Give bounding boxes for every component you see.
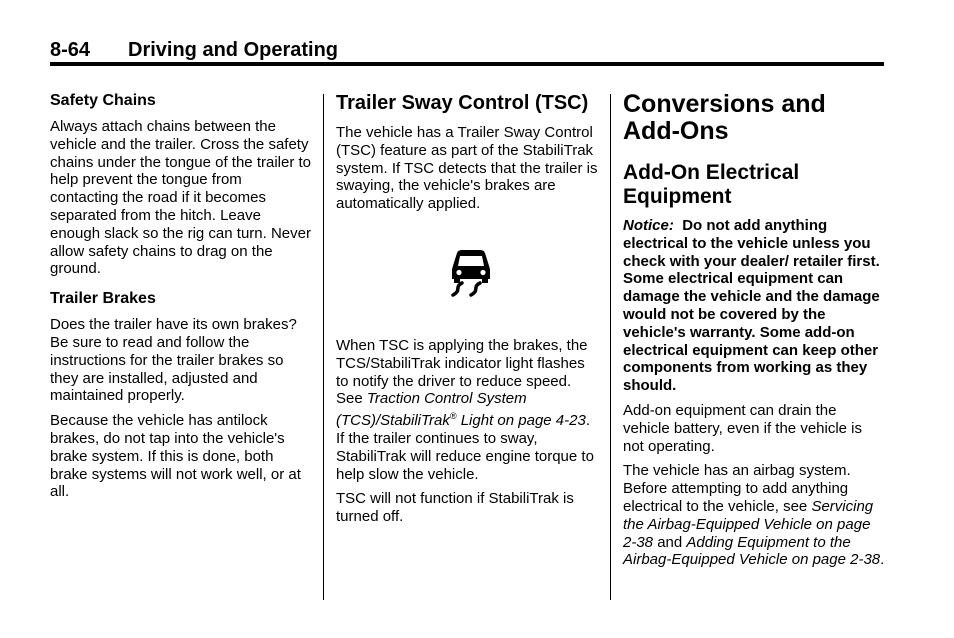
cross-reference-link[interactable]: Servicing the Airbag-Equipped Vehicle on page 2-38 xyxy=(623,497,874,551)
stabilitrak-icon xyxy=(440,245,500,297)
heading-trailer-sway-control: Trailer Sway Control (TSC) xyxy=(336,92,589,114)
column-divider xyxy=(323,94,324,600)
paragraph: Always attach chains between the vehicle and the trailer. Cross the safety chains under the tongue of the trailer to help prevent the tongue from contacting the road if it becomes separated from the hitch. Leave enough slack so the rig can turn. Never allow safety chains to drag on the ground. xyxy=(50,118,312,278)
text: . If the trailer continues to sway, StabiliTrak will reduce engine torque to help slow the vehicle. xyxy=(336,412,594,483)
notice xyxy=(623,217,885,395)
paragraph: Add-on equipment can drain the vehicle battery, even if the vehicle is not operating. xyxy=(623,401,863,455)
paragraph: Does the trailer have its own brakes? Be sure to read and follow the instructions for the trailer brakes so they are installed, adjusted and maintained properly. xyxy=(50,316,297,405)
text: When TSC is applying the brakes, the TCS/StabiliTrak indicator light flashes to notify the driver to reduce speed. See xyxy=(336,336,588,408)
heading-safety-chains: Safety Chains xyxy=(50,92,156,109)
page-number: 8-64 xyxy=(50,39,91,61)
column-2 xyxy=(336,92,600,533)
cross-reference-link[interactable]: Adding Equipment to the Airbag-Equipped Vehicle on page 2-38 xyxy=(623,533,881,569)
paragraph xyxy=(336,337,600,483)
column-3 xyxy=(623,91,885,576)
link-text: Traction Control System (TCS)/StabiliTrak xyxy=(336,390,527,430)
heading-add-on-electrical: Add-On Electrical Equipment xyxy=(623,161,800,208)
column-divider xyxy=(610,94,611,600)
text: and xyxy=(653,533,687,551)
paragraph: Because the vehicle has antilock brakes, do not tap into the vehicle's brake system. If this is done, both brake systems will not work well, or at all. xyxy=(50,412,301,501)
paragraph: The vehicle has a Trailer Sway Control (TSC) feature as part of the StabiliTrak system. If TSC detects that the trailer is swaying, the vehicle's brakes are automatically applied. xyxy=(336,124,598,213)
notice-text: Do not add anything electrical to the vehicle unless you check with your dealer/ retailer first. Some electrical equipment can damage the vehicle and the damage would not be covered by the vehicle's warranty. Some add-on electrical equipment can keep other components from working as they should. xyxy=(623,217,880,395)
registered-mark: ® xyxy=(449,411,457,422)
link-text: Light on page 4-23 xyxy=(456,412,586,430)
cross-reference-link[interactable] xyxy=(336,390,586,429)
notice-label: Notice: xyxy=(623,217,674,234)
heading-conversions: Conversions and Add-Ons xyxy=(623,90,826,145)
text: The vehicle has an airbag system. Before attempting to add anything electrical to the vehicle, see xyxy=(623,462,851,515)
text: . xyxy=(880,551,885,569)
column-1 xyxy=(50,92,312,508)
paragraph xyxy=(623,462,885,569)
page-header xyxy=(50,39,338,62)
heading-trailer-brakes: Trailer Brakes xyxy=(50,290,156,308)
paragraph: TSC will not function if StabiliTrak is turned off. xyxy=(336,490,574,526)
section-title: Driving and Operating xyxy=(128,39,339,61)
header-rule xyxy=(50,62,884,66)
